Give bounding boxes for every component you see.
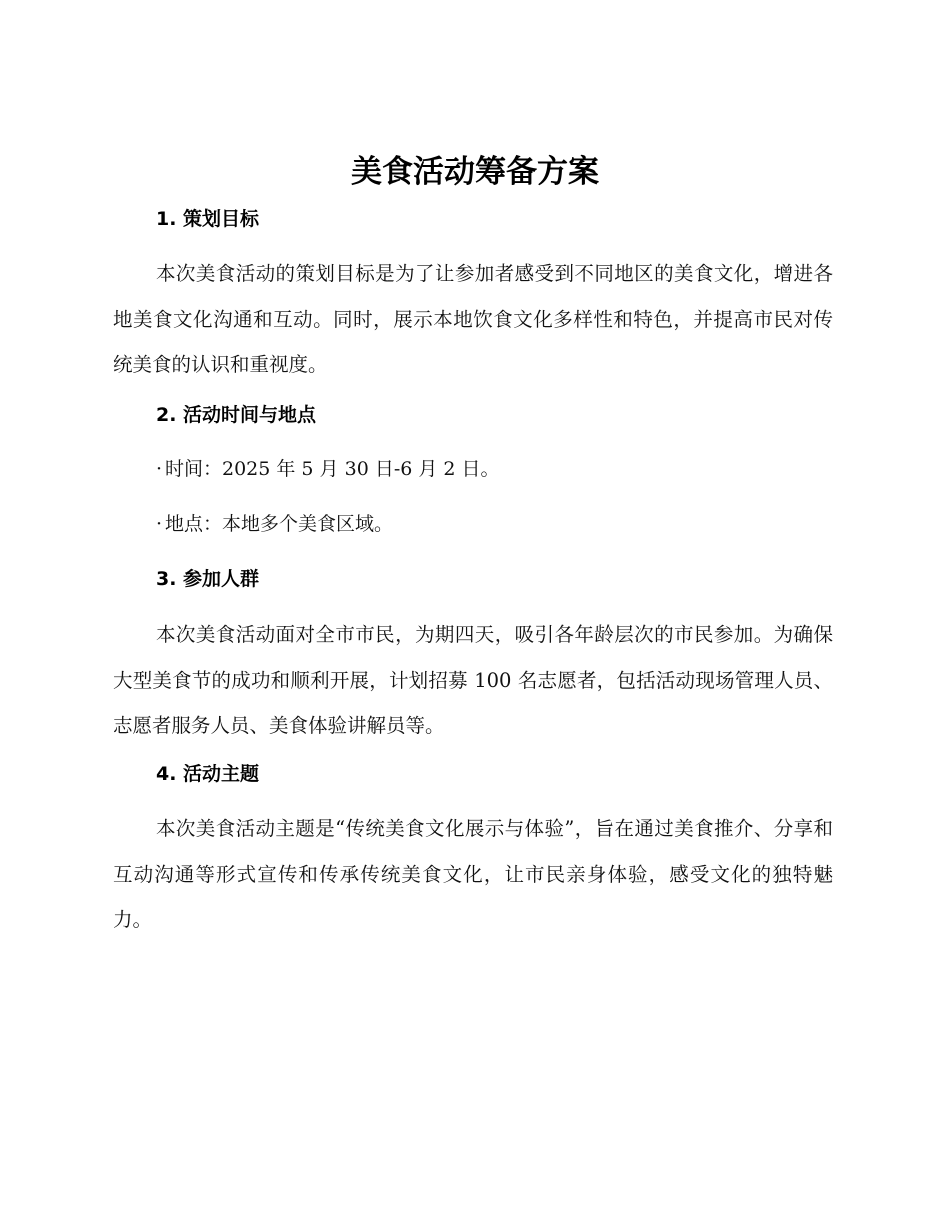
bullet-item-time	[156, 456, 500, 482]
section-paragraph-goals: 本次美食活动的策划目标是为了让参加者感受到不同地区的美食文化，增进各地美食文化沟通和互动。同时，展示本地饮食文化多样性和特色，并提高市民对传统美食的认识和重视度。	[113, 262, 833, 376]
document-title: 美食活动筹备方案	[351, 154, 599, 190]
section-paragraph-theme: 本次美食活动主题是“传统美食文化展示与体验”，旨在通过美食推介、分享和互动沟通等形式宣传和传承传统美食文化，让市民亲身体验，感受文化的独特魅力。	[113, 817, 833, 931]
section-heading-theme: 4. 活动主题	[156, 763, 260, 785]
bullet-dot: ·	[156, 458, 163, 480]
bullet-item-location	[156, 511, 393, 537]
section-heading-time-location: 2. 活动时间与地点	[156, 404, 317, 426]
bullet-text-location: 地点：本地多个美食区域。	[165, 513, 394, 535]
bullet-text-time: 时间：2025 年 5 月 30 日-6 月 2 日。	[165, 458, 500, 480]
section-paragraph-participants: 本次美食活动面对全市市民，为期四天，吸引各年龄层次的市民参加。为确保大型美食节的成功和顺利开展，计划招募 100 名志愿者，包括活动现场管理人员、志愿者服务人员、美食体验讲解员等。	[113, 623, 833, 737]
section-heading-participants: 3. 参加人群	[156, 568, 260, 590]
bullet-dot: ·	[156, 513, 163, 535]
section-heading-goals: 1. 策划目标	[156, 208, 260, 230]
